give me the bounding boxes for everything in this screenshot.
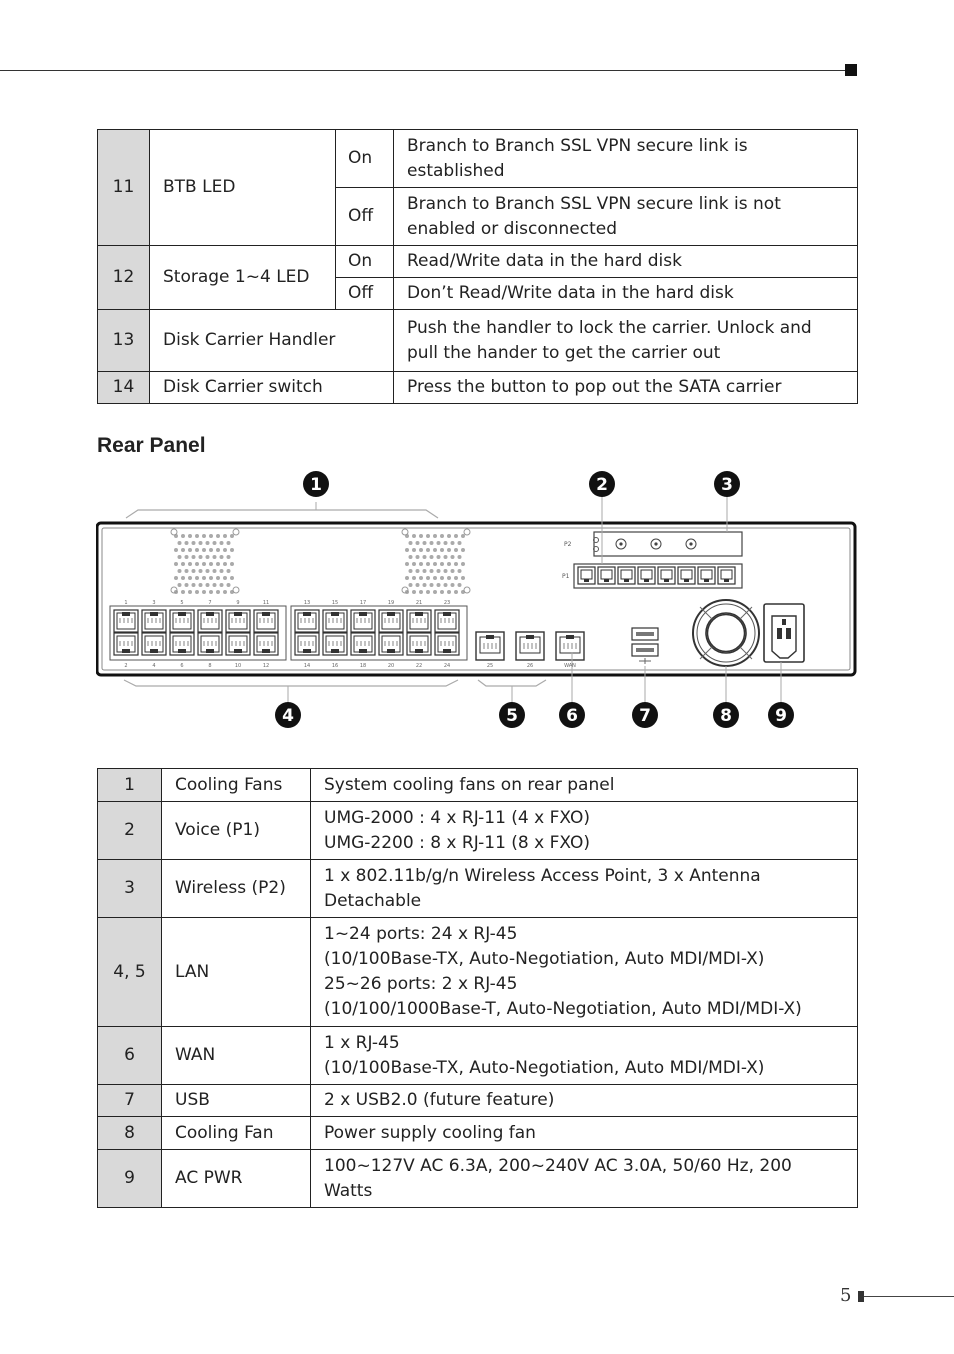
description-line: 100~127V AC 6.3A, 200~240V AC 3.0A, 50/60 Hz, 200 <box>324 1155 792 1176</box>
port-number-label: 3 <box>152 600 156 606</box>
row-number: 2 <box>98 802 162 860</box>
row-description: 2 x USB2.0 (future feature) <box>311 1085 858 1117</box>
port-number-label: 23 <box>443 600 451 606</box>
rj45-port-icon <box>226 633 250 655</box>
port-number-label: 15 <box>331 600 339 606</box>
callout-1 <box>303 471 329 497</box>
row-description <box>311 860 858 918</box>
port-number-label: 9 <box>236 600 240 606</box>
rj45-port-icon <box>407 633 431 655</box>
rj45-port-icon <box>254 610 278 632</box>
port-number-label: 13 <box>303 600 311 606</box>
callout-4 <box>275 702 301 728</box>
table-row <box>98 1150 858 1208</box>
uplink-port-icon <box>516 632 544 660</box>
rj45-port-icon <box>407 610 431 632</box>
description-line: Branch to Branch SSL VPN secure link is not <box>407 193 781 214</box>
description-line: enabled or disconnected <box>407 218 618 239</box>
port-number-label: 21 <box>415 600 423 606</box>
description-line: 1 x RJ-45 <box>324 1032 400 1053</box>
table-row <box>98 310 858 372</box>
table-row <box>98 860 858 918</box>
callout-3 <box>714 471 740 497</box>
callout-5 <box>499 702 525 728</box>
callout-6 <box>559 702 585 728</box>
row-description: Don’t Read/Write data in the hard disk <box>394 278 858 310</box>
p2-label: P2 <box>564 541 572 548</box>
description-line: (10/100/1000Base-T, Auto-Negotiation, Auto MDI/MDI-X) <box>324 999 802 1019</box>
row-item: Wireless (P2) <box>162 860 311 918</box>
port-number-label: 20 <box>387 663 395 669</box>
port-number-label: 19 <box>387 600 395 606</box>
callout-number: 8 <box>720 706 732 726</box>
table-row <box>98 372 858 404</box>
row-description: Press the button to pop out the SATA carrier <box>394 372 858 404</box>
rj45-port-icon <box>114 633 138 655</box>
row-description: Power supply cooling fan <box>311 1117 858 1150</box>
port-number-label: 22 <box>415 663 423 669</box>
port-number-label: 24 <box>443 663 451 669</box>
rj11-port-icon <box>598 567 615 584</box>
callout-number: 3 <box>721 475 733 495</box>
table-row <box>98 918 858 1027</box>
description-line: Watts <box>324 1180 373 1201</box>
port-number-label: 2 <box>124 663 128 669</box>
bracket-lan <box>124 680 458 686</box>
row-item: Cooling Fan <box>162 1117 311 1150</box>
port-label-wan: WAN <box>564 663 576 669</box>
row-number: 13 <box>98 310 150 372</box>
callout-2 <box>589 471 615 497</box>
port-number-label: 7 <box>208 600 212 606</box>
description-line: Push the handler to lock the carrier. Unlock and <box>407 317 812 338</box>
description-line: pull the hander to get the carrier out <box>407 342 721 363</box>
row-number: 9 <box>98 1150 162 1208</box>
row-description <box>311 1150 858 1208</box>
port-label-26: 26 <box>526 663 534 669</box>
row-state: On <box>336 246 394 278</box>
port-label-25: 25 <box>486 663 494 669</box>
usb-port-icon <box>636 648 654 652</box>
page-number: 5 <box>840 1285 852 1306</box>
rj45-port-icon <box>198 610 222 632</box>
port-number-label: 6 <box>180 663 184 669</box>
row-number: 4, 5 <box>98 918 162 1027</box>
table-row <box>98 802 858 860</box>
row-description <box>394 188 858 246</box>
ac-power-inlet-icon <box>764 604 804 662</box>
callout-number: 4 <box>282 706 294 726</box>
callout-9 <box>768 702 794 728</box>
usb-port-icon <box>636 632 654 636</box>
rj11-port-icon <box>658 567 675 584</box>
port-number-label: 11 <box>262 600 270 606</box>
row-description <box>311 802 858 860</box>
callout-number: 9 <box>775 706 787 726</box>
table-row <box>98 1027 858 1085</box>
port-number-label: 4 <box>152 663 156 669</box>
rj45-port-icon <box>114 610 138 632</box>
row-number: 11 <box>98 130 150 246</box>
port-number-label: 14 <box>303 663 311 669</box>
row-state: On <box>336 130 394 188</box>
description-line: UMG-2000 : 4 x RJ-11 (4 x FXO) <box>324 807 590 828</box>
table-row <box>98 246 858 278</box>
row-state: Off <box>336 188 394 246</box>
row-number: 14 <box>98 372 150 404</box>
row-item: Disk Carrier switch <box>150 372 394 404</box>
rj45-port-icon <box>198 633 222 655</box>
callout-number: 2 <box>596 475 608 495</box>
rj11-port-icon <box>698 567 715 584</box>
rj45-port-icon <box>295 633 319 655</box>
rj45-port-icon <box>142 633 166 655</box>
row-description <box>311 918 858 1027</box>
port-number-label: 18 <box>359 663 367 669</box>
description-line: Detachable <box>324 890 422 911</box>
rj11-port-icon <box>638 567 655 584</box>
row-item: Cooling Fans <box>162 769 311 802</box>
row-item: WAN <box>162 1027 311 1085</box>
row-number: 8 <box>98 1117 162 1150</box>
rj45-port-icon <box>142 610 166 632</box>
row-description: Read/Write data in the hard disk <box>394 246 858 278</box>
rj45-port-icon <box>379 633 403 655</box>
row-description <box>394 310 858 372</box>
row-item: LAN <box>162 918 311 1027</box>
row-description: System cooling fans on rear panel <box>311 769 858 802</box>
row-description <box>311 1027 858 1085</box>
rj45-port-icon <box>170 610 194 632</box>
row-number: 12 <box>98 246 150 310</box>
rear-panel-table <box>97 768 858 1208</box>
description-line: 25~26 ports: 2 x RJ-45 <box>324 974 518 994</box>
footer-rule <box>864 1296 954 1297</box>
psu-fan-icon <box>693 600 759 666</box>
uplink-port-icon <box>476 632 504 660</box>
header-square-mark <box>845 64 857 76</box>
row-description <box>394 130 858 188</box>
header-rule <box>0 70 846 71</box>
description-line: Branch to Branch SSL VPN secure link is <box>407 135 748 156</box>
row-item: Voice (P1) <box>162 802 311 860</box>
bracket-uplink <box>478 680 546 686</box>
rj45-port-icon <box>379 610 403 632</box>
rj45-port-icon <box>323 610 347 632</box>
callout-8 <box>713 702 739 728</box>
uplink-port-icon <box>556 632 584 660</box>
callout-number: 1 <box>310 475 322 495</box>
port-number-label: 1 <box>124 600 128 606</box>
description-line: 1~24 ports: 24 x RJ-45 <box>324 924 518 944</box>
rj45-port-icon <box>351 610 375 632</box>
callout-7 <box>632 702 658 728</box>
callout-number: 6 <box>566 706 578 726</box>
rj45-port-icon <box>226 610 250 632</box>
callout-number: 7 <box>639 706 651 726</box>
rj45-port-icon <box>435 633 459 655</box>
description-line: 1 x 802.11b/g/n Wireless Access Point, 3 x Antenna <box>324 865 761 886</box>
antenna-connector-icon <box>689 542 692 545</box>
row-number: 6 <box>98 1027 162 1085</box>
port-number-label: 5 <box>180 600 184 606</box>
p1-label: P1 <box>562 573 570 580</box>
description-line: (10/100Base-TX, Auto-Negotiation, Auto MDI/MDI-X) <box>324 949 765 969</box>
front-panel-table <box>97 129 858 404</box>
rj11-port-icon <box>678 567 695 584</box>
row-item: USB <box>162 1085 311 1117</box>
port-number-label: 16 <box>331 663 339 669</box>
rj45-port-icon <box>351 633 375 655</box>
row-item: AC PWR <box>162 1150 311 1208</box>
table-row <box>98 1117 858 1150</box>
rj45-port-icon <box>323 633 347 655</box>
table-row <box>98 130 858 188</box>
callout-number: 5 <box>506 706 518 726</box>
row-item: BTB LED <box>150 130 336 246</box>
rj45-port-icon <box>254 633 278 655</box>
rj11-port-icon <box>718 567 735 584</box>
row-item: Disk Carrier Handler <box>150 310 394 372</box>
rear-panel-diagram <box>96 466 860 738</box>
description-line: UMG-2200 : 8 x RJ-11 (8 x FXO) <box>324 832 590 853</box>
description-line: established <box>407 160 505 181</box>
port-number-label: 17 <box>359 600 367 606</box>
port-number-label: 12 <box>262 663 270 669</box>
rj45-port-icon <box>295 610 319 632</box>
rj45-port-icon <box>170 633 194 655</box>
uplink-ports <box>476 632 584 660</box>
row-number: 7 <box>98 1085 162 1117</box>
rj45-port-icon <box>435 610 459 632</box>
antenna-connector-icon <box>619 542 622 545</box>
row-number: 3 <box>98 860 162 918</box>
rj11-port-icon <box>578 567 595 584</box>
antenna-connector-icon <box>654 542 657 545</box>
bracket-fans <box>126 510 438 518</box>
table-row <box>98 769 858 802</box>
port-number-label: 8 <box>208 663 212 669</box>
rj11-port-icon <box>618 567 635 584</box>
row-state: Off <box>336 278 394 310</box>
row-item: Storage 1~4 LED <box>150 246 336 310</box>
description-line: (10/100Base-TX, Auto-Negotiation, Auto MDI/MDI-X) <box>324 1057 765 1078</box>
row-number: 1 <box>98 769 162 802</box>
section-title: Rear Panel <box>97 434 206 457</box>
port-number-label: 10 <box>234 663 242 669</box>
table-row <box>98 1085 858 1117</box>
